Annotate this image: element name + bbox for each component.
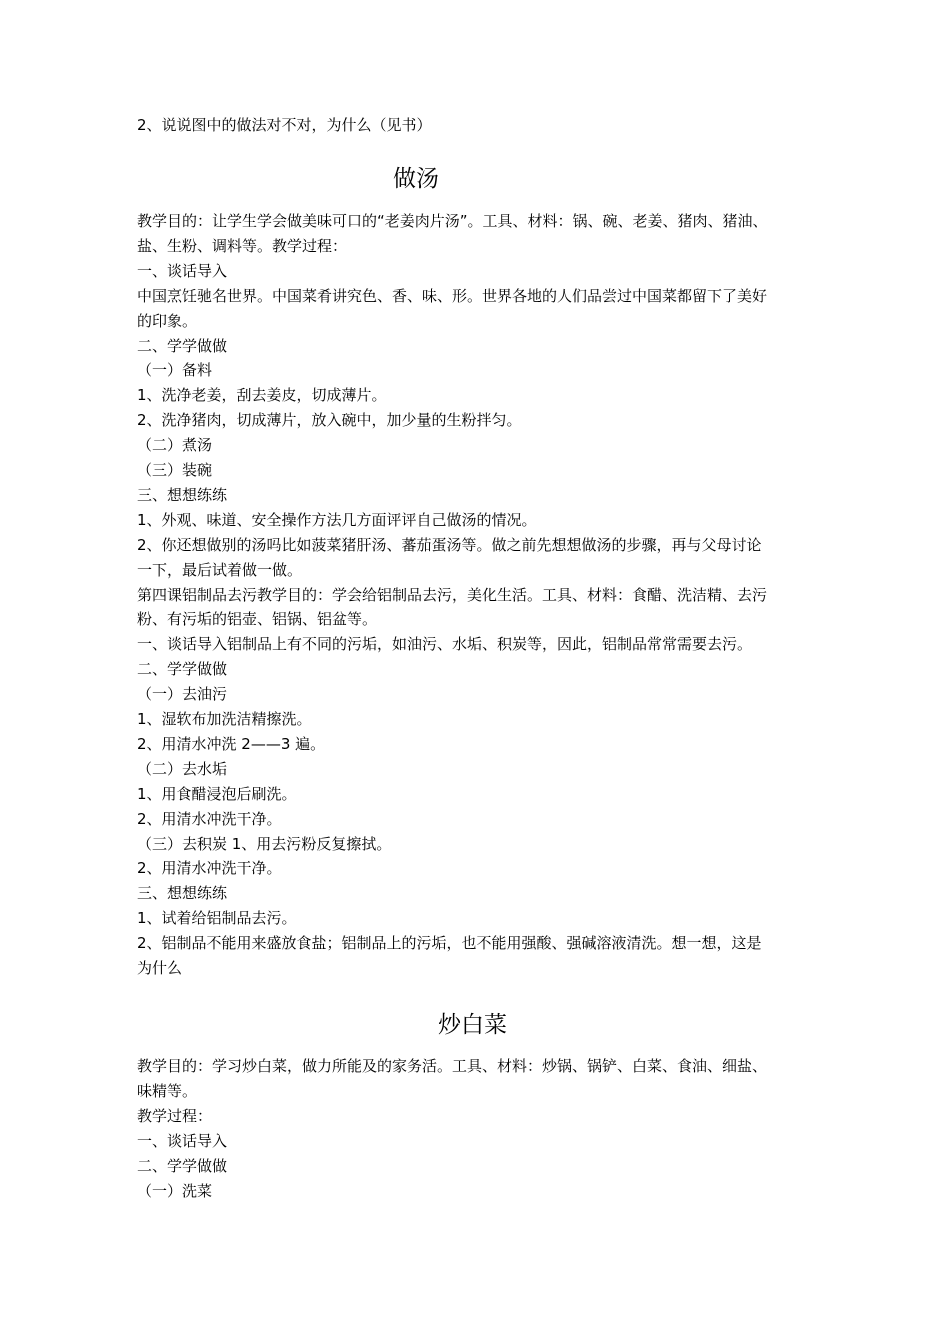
text-line: 2、洗净猪肉，切成薄片，放入碗中，加少量的生粉拌匀。 (137, 411, 522, 430)
text-line: （三）装碗 (137, 461, 213, 479)
text-line: 二、学学做做 (137, 1156, 228, 1175)
text-line: 1、洗净老姜，刮去姜皮，切成薄片。 (137, 386, 387, 405)
text-line: 为什么 (137, 959, 183, 977)
text-line: 1、湿软布加洗洁精擦洗。 (137, 710, 312, 728)
text-line: 三、想想练练 (137, 485, 228, 504)
text-line: （二）煮汤 (137, 436, 213, 455)
text-line: （一）洗菜 (137, 1181, 213, 1200)
text-line: 2、用清水冲洗 2——3 遍。 (137, 734, 326, 753)
section-title-making-soup: 做汤 (393, 166, 439, 192)
text-line: （二）去水垢 (137, 759, 228, 778)
text-line: 味精等。 (137, 1081, 198, 1100)
intro-line: 2、说说图中的做法对不对，为什么（见书） (137, 116, 432, 134)
text-line: 一、谈话导入铝制品上有不同的污垢，如油污、水垢、积炭等，因此，铝制品常常需要去污。 (137, 635, 753, 654)
text-line: （一）去油污 (137, 685, 228, 704)
text-line: 第四课铝制品去污教学目的：学会给铝制品去污，美化生活。工具、材料：食醋、洗洁精、去污 (137, 585, 768, 604)
text-line: 教学目的：让学生学会做美味可口的“老姜肉片汤”。工具、材料：锅、碗、老姜、猪肉、猪油、 (137, 212, 768, 230)
text-line: 1、外观、味道、安全操作方法几方面评评自己做汤的情况。 (137, 510, 537, 529)
text-line: 二、学学做做 (137, 336, 228, 355)
text-line: （一）备料 (137, 361, 213, 380)
text-line: 盐、生粉、调料等。教学过程： (137, 236, 348, 255)
text-line: 教学过程： (137, 1106, 213, 1125)
text-line: 的印象。 (137, 311, 198, 330)
text-line: 一、谈话导入 (137, 261, 228, 280)
text-line: 2、用清水冲洗干净。 (137, 809, 282, 828)
text-line: 1、试着给铝制品去污。 (137, 909, 297, 928)
text-line: 一、谈话导入 (137, 1131, 228, 1150)
text-line: 2、用清水冲洗干净。 (137, 859, 282, 878)
text-line: 二、学学做做 (137, 660, 228, 679)
text-line: （三）去积炭 1、用去污粉反复擦拭。 (137, 834, 392, 853)
text-line: 三、想想练练 (137, 884, 228, 903)
text-line: 粉、有污垢的铝壶、铝锅、铝盆等。 (137, 610, 378, 629)
text-line: 2、你还想做别的汤吗比如菠菜猪肝汤、蕃茄蛋汤等。做之前先想想做汤的步骤，再与父母讨论 (137, 535, 762, 554)
text-line: 中国烹饪驰名世界。中国菜肴讲究色、香、味、形。世界各地的人们品尝过中国菜都留下了美好 (137, 286, 768, 305)
text-line: 1、用食醋浸泡后刷洗。 (137, 784, 297, 803)
text-line: 2、铝制品不能用来盛放食盐；铝制品上的污垢，也不能用强酸、强碱溶液清洗。想一想，这是 (137, 934, 762, 953)
section-title-stir-fried-cabbage: 炒白菜 (438, 1012, 507, 1038)
text-line: 教学目的：学习炒白菜，做力所能及的家务活。工具、材料：炒锅、锅铲、白菜、食油、细盐、 (137, 1057, 768, 1075)
text-line: 一下，最后试着做一做。 (137, 560, 303, 579)
